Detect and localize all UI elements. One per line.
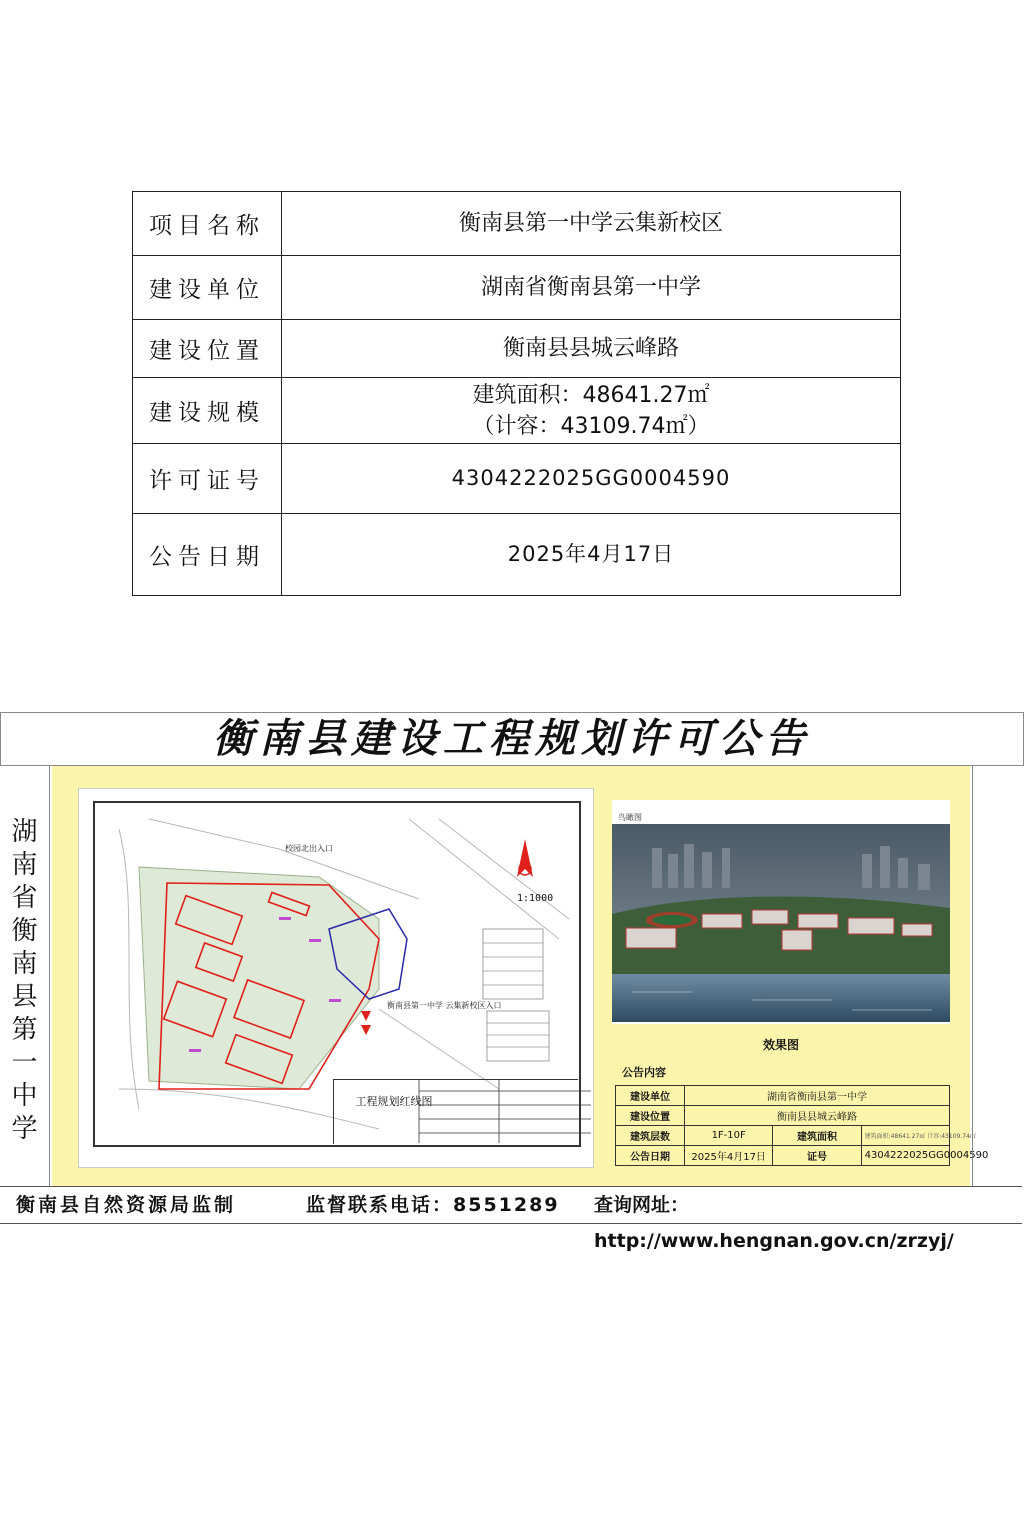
info-row-scale: [133, 378, 901, 444]
info-value: 湖南省衡南县第一中学: [282, 256, 901, 320]
plan-title: 工程规划红线图: [355, 1095, 433, 1108]
notice-label: 建筑层数: [616, 1126, 685, 1146]
info-label: 建设单位: [133, 256, 282, 320]
side-char: 一: [11, 1048, 38, 1078]
notice-row-unit: [616, 1086, 950, 1106]
notice-label: 建设单位: [616, 1086, 685, 1106]
notice-label: 建筑面积: [773, 1126, 861, 1146]
info-label: 许可证号: [133, 444, 282, 514]
info-value: 4304222025GG0004590: [282, 444, 901, 514]
side-char: 第: [11, 1015, 38, 1045]
aerial-image-drawing: [612, 824, 950, 1022]
info-value: 2025年4月17日: [282, 514, 901, 596]
notice-row-floors: [616, 1126, 950, 1146]
project-info-table: [132, 191, 901, 596]
info-label: 建设规模: [133, 378, 282, 444]
site-plan: [78, 788, 594, 1168]
east-entrance-label: 衡南县第一中学 云集新校区入口: [387, 1001, 502, 1010]
side-char: 县: [11, 982, 38, 1012]
side-char: 学: [11, 1114, 38, 1144]
notice-value: 衡南县县城云峰路: [685, 1106, 950, 1126]
rendering-caption: 效果图: [762, 1038, 799, 1052]
area-total: 建筑面积：48641.27㎡: [472, 382, 710, 408]
notice-value: 2025年4月17日: [685, 1146, 773, 1166]
notice-label: 公告日期: [616, 1146, 685, 1166]
notice-row-location: [616, 1106, 950, 1126]
side-char: 衡: [11, 916, 38, 946]
board-title: 衡南县建设工程规划许可公告: [0, 712, 1024, 766]
notice-table: [615, 1085, 989, 1166]
notice-value: 4304222025GG0004590: [861, 1146, 949, 1166]
info-row-name: [133, 192, 901, 256]
info-row-date: [133, 514, 901, 596]
aerial-label: 鸟瞰图: [618, 813, 642, 822]
aerial-rendering: [612, 800, 950, 1024]
notice-row-date: [616, 1146, 950, 1166]
info-label: 公告日期: [133, 514, 282, 596]
notice-board: [0, 712, 1024, 1252]
notice-heading: 公告内容: [622, 1066, 666, 1079]
supervisor-text: 衡南县自然资源局监制: [16, 1194, 237, 1216]
info-label: 项目名称: [133, 192, 282, 256]
side-char: 省: [11, 883, 38, 913]
board-footer: [0, 1186, 1022, 1252]
notice-label: 证号: [773, 1146, 861, 1166]
notice-value: 1F-10F: [685, 1126, 773, 1146]
info-label: 建设位置: [133, 320, 282, 378]
plan-title-block: [333, 1079, 578, 1144]
north-entrance-label: 校园北出入口: [285, 844, 333, 853]
plan-scale: 1:1000: [517, 893, 554, 904]
notice-value: 建筑面积:48641.27㎡ 计容:43109.74㎡: [861, 1126, 949, 1146]
right-margin: [972, 766, 1023, 1186]
info-value: 衡南县县城云峰路: [282, 320, 901, 378]
info-value: 衡南县第一中学云集新校区: [282, 192, 901, 256]
side-char: 湖: [11, 817, 38, 847]
phone-text: 监督联系电话：8551289: [306, 1194, 560, 1216]
side-char: 中: [11, 1081, 38, 1111]
notice-label: 建设位置: [616, 1106, 685, 1126]
aerial-image: [612, 824, 950, 1022]
info-value: [282, 378, 901, 444]
website-text: 查询网址：http://www.hengnan.gov.cn/zrzyj/: [594, 1194, 954, 1252]
side-char: 南: [11, 949, 38, 979]
side-char: 南: [11, 850, 38, 880]
info-row-location: [133, 320, 901, 378]
info-row-unit: [133, 256, 901, 320]
board-panel: [52, 766, 989, 1186]
info-row-permit: [133, 444, 901, 514]
notice-value: 湖南省衡南县第一中学: [685, 1086, 950, 1106]
area-plot-ratio: （计容：43109.74㎡）: [472, 413, 710, 439]
side-vertical-text: [0, 766, 50, 1186]
